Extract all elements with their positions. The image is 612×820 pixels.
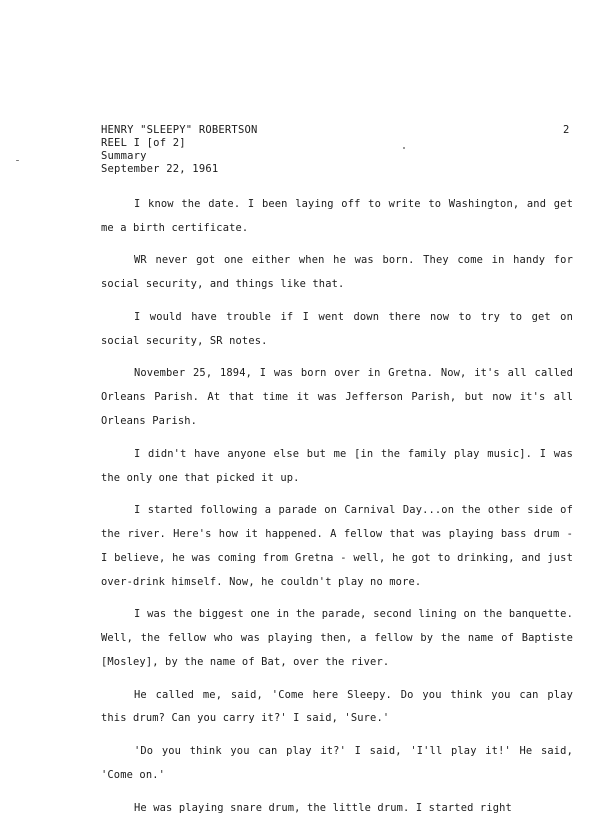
transcript-paragraph: I was the biggest one in the parade, second lining on the banquette. Well, the fellow who was playing then, a fellow by the name of Baptiste [Mosley], by the name of Bat, over the river. — [101, 608, 573, 668]
transcript-paragraph: He was playing snare drum, the little drum. I started right — [134, 801, 512, 814]
transcript-paragraph: He called me, said, 'Come here Sleepy. Do you think you can play this drum? Can you carry it?' I said, 'Sure.' — [101, 688, 573, 725]
transcript-paragraph: I know the date. I been laying off to write to Washington, and get me a birth certificate. — [101, 198, 573, 234]
document-header — [101, 124, 258, 176]
transcript-paragraph: I would have trouble if I went down there now to try to get on social security, SR notes. — [101, 310, 573, 347]
transcript-body — [101, 193, 573, 820]
transcript-paragraph: WR never got one either when he was born. They come in handy for social security, and things like that. — [101, 254, 573, 291]
transcript-paragraph: 'Do you think you can play it?' I said, 'I'll play it!' He said, 'Come on.' — [101, 745, 573, 781]
scan-speck — [16, 160, 19, 161]
scan-speck — [403, 147, 405, 149]
document-type: Summary — [101, 150, 147, 162]
page-number: 2 — [563, 124, 570, 136]
transcript-paragraph: I didn't have anyone else but me [in the family play music]. I was the only one that picked it up. — [101, 447, 573, 484]
interview-date: September 22, 1961 — [101, 163, 219, 175]
reel-label: REEL I [of 2] — [101, 137, 186, 149]
interviewee-name: HENRY "SLEEPY" ROBERTSON — [101, 124, 258, 136]
transcript-paragraph: I started following a parade on Carnival Day...on the other side of the river. Here's how it happened. A fellow that was playing bass drum - I believe, he was coming from Gretna - well, he got to drinking, and just over-drink himself. Now, he couldn't play no more. — [101, 504, 573, 588]
transcript-paragraph: November 25, 1894, I was born over in Gretna. Now, it's all called Orleans Parish. At that time it was Jefferson Parish, but now it's all Orleans Parish. — [101, 367, 573, 428]
